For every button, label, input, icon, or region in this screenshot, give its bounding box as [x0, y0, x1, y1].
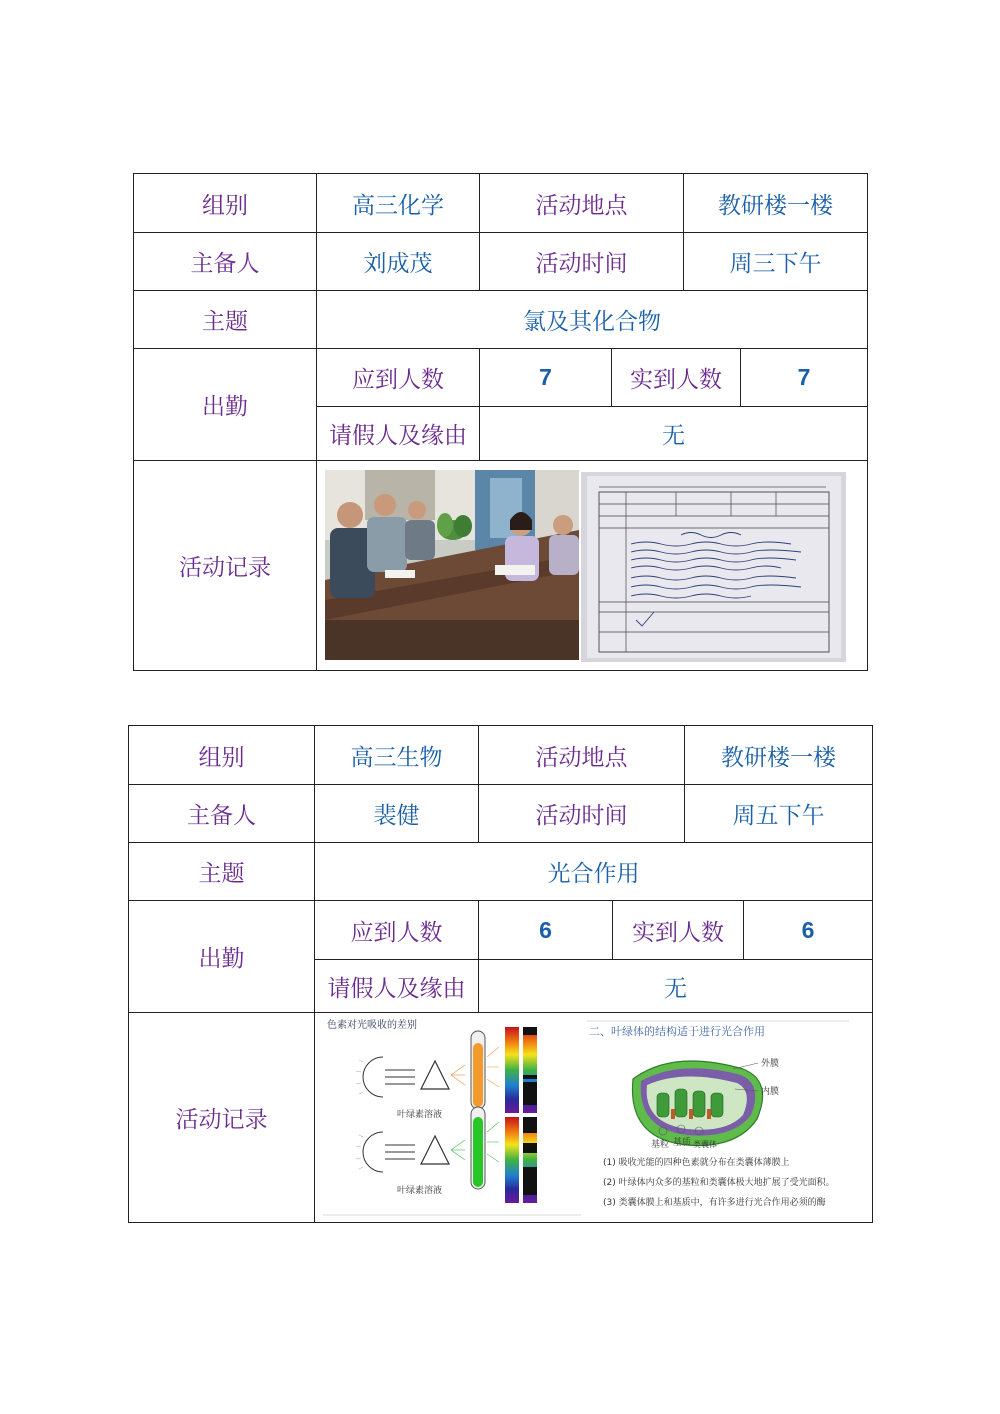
leader-label: 主备人	[129, 785, 315, 843]
record-label: 活动记录	[134, 461, 317, 671]
leave-label: 请假人及缘由	[317, 407, 480, 461]
left-figure-title: 色素对光吸收的差别	[327, 1020, 417, 1031]
label-thylakoid: 类囊体	[693, 1140, 717, 1149]
leader-label: 主备人	[134, 233, 317, 291]
place-label: 活动地点	[479, 726, 685, 785]
expected-value: 7	[480, 349, 612, 407]
topic-value: 光合作用	[315, 843, 873, 901]
group-value: 高三化学	[317, 174, 480, 233]
time-label: 活动时间	[479, 785, 685, 843]
attendance-label: 出勤	[134, 349, 317, 461]
leave-label: 请假人及缘由	[315, 960, 479, 1013]
left-figure-caption-bottom: 叶绿素溶液	[397, 1186, 443, 1196]
record-figures	[315, 1013, 873, 1223]
record-table-biology	[128, 725, 873, 1223]
label-stroma: 基质	[673, 1138, 692, 1148]
point-3: (3) 类囊体膜上和基质中，有许多进行光合作用必须的酶	[603, 1198, 826, 1208]
actual-value: 6	[744, 901, 873, 960]
meeting-photo	[325, 470, 579, 660]
group-label: 组别	[129, 726, 315, 785]
actual-value: 7	[741, 349, 868, 407]
time-value: 周三下午	[684, 233, 868, 291]
group-label: 组别	[134, 174, 317, 233]
label-inner-membrane: 内膜	[761, 1087, 780, 1097]
label-granum: 基粒	[651, 1140, 670, 1150]
attendance-label: 出勤	[129, 901, 315, 1013]
actual-label: 实到人数	[612, 349, 741, 407]
place-value: 教研楼一楼	[684, 174, 868, 233]
right-figure-title: 二、叶绿体的结构适于进行光合作用	[589, 1025, 765, 1038]
leave-value: 无	[480, 407, 868, 461]
group-value: 高三生物	[315, 726, 479, 785]
record-photos	[317, 461, 868, 671]
leader-value: 刘成茂	[317, 233, 480, 291]
label-outer-membrane: 外膜	[761, 1059, 780, 1069]
topic-label: 主题	[134, 291, 317, 349]
place-label: 活动地点	[480, 174, 684, 233]
actual-label: 实到人数	[613, 901, 744, 960]
leave-value: 无	[479, 960, 873, 1013]
pigment-absorption-figure	[323, 1017, 581, 1217]
record-label: 活动记录	[129, 1013, 315, 1223]
topic-value: 氯及其化合物	[317, 291, 868, 349]
expected-label: 应到人数	[315, 901, 479, 960]
record-table-chemistry	[133, 173, 868, 671]
chloroplast-figure	[583, 1019, 853, 1217]
leader-value: 裴健	[315, 785, 479, 843]
expected-label: 应到人数	[317, 349, 480, 407]
record-sheet-photo	[581, 472, 846, 662]
time-value: 周五下午	[685, 785, 873, 843]
left-figure-caption-top: 叶绿素溶液	[397, 1110, 443, 1120]
place-value: 教研楼一楼	[685, 726, 873, 785]
point-2: (2) 叶绿体内众多的基粒和类囊体极大地扩展了受光面积。	[603, 1178, 835, 1188]
time-label: 活动时间	[480, 233, 684, 291]
topic-label: 主题	[129, 843, 315, 901]
expected-value: 6	[479, 901, 613, 960]
point-1: (1) 吸收光能的四种色素就分布在类囊体薄膜上	[603, 1158, 790, 1168]
